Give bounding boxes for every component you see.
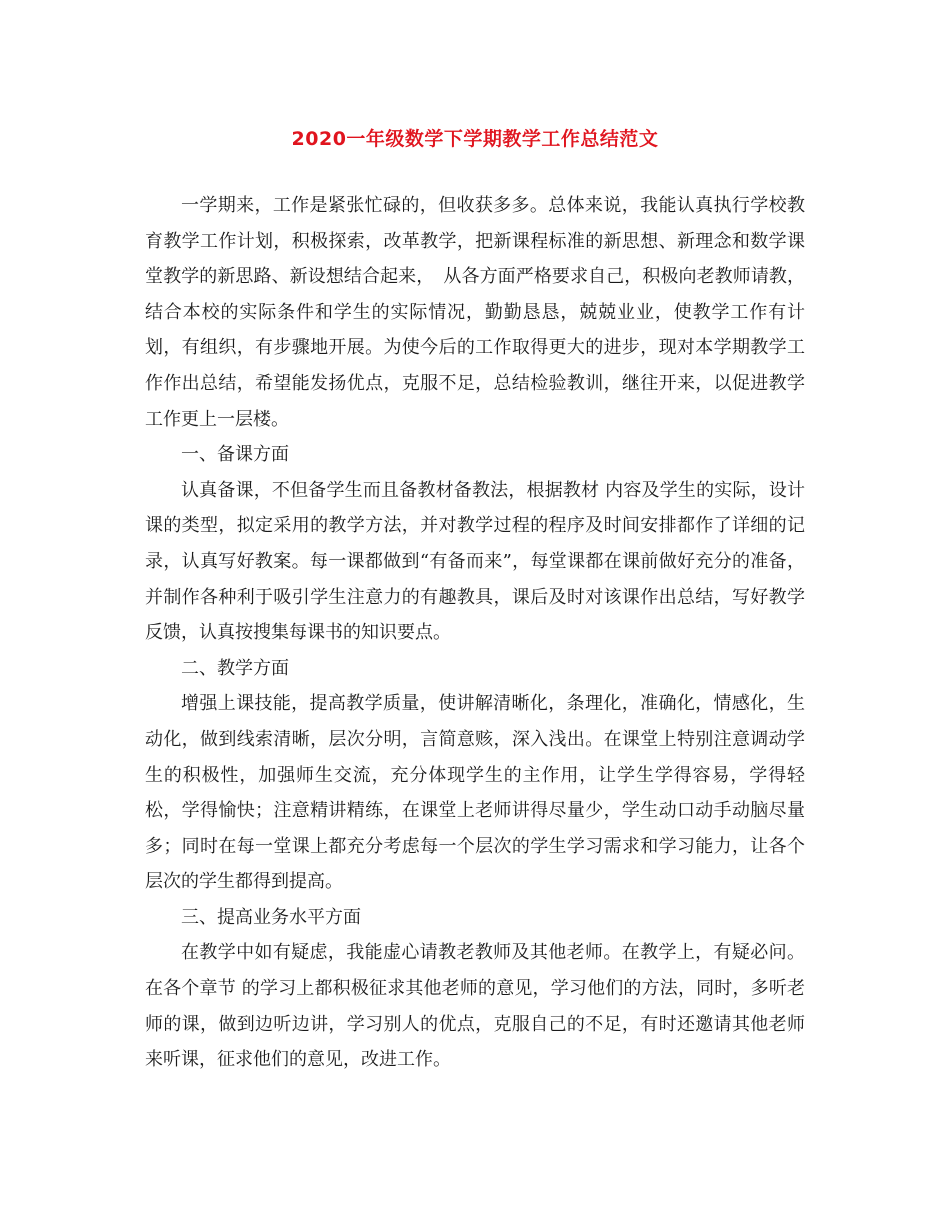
section-heading-lesson-prep: 一、备课方面 xyxy=(181,444,289,466)
section-heading-teaching: 二、教学方面 xyxy=(181,657,289,679)
teaching-paragraph: 增强上课技能，提高教学质量，使讲解清晰化，条理化，准确化，情感化，生动化，做到线索清晰，层次分明，言简意赅，深入浅出。在课堂上特别注意调动学生的积极性，加强师生交流，充分体现学生的主作用，让学生学得容易，学得轻松，学得愉快；注意精讲精练，在课堂上老师讲得尽量少，学生动口动手动脑尽量多；同时在每一堂课上都充分考虑每一个层次的学生学习需求和学习能力，让各个层次的学生都得到提高。 xyxy=(145,693,805,893)
document-title: 2020一年级数学下学期教学工作总结范文 xyxy=(291,128,659,150)
professional-level-paragraph: 在教学中如有疑虑，我能虚心请教老教师及其他老师。在教学上，有疑必问。在各个章节 的学习上都积极征求其他老师的意见，学习他们的方法，同时，多听老师的课，做到边听边讲，学习别人的优点，克服自己的不足，有时还邀请其他老师来听课，征求他们的意见，改进工作。 xyxy=(145,942,805,1071)
section-heading-professional-level: 三、提高业务水平方面 xyxy=(181,906,361,928)
document-body xyxy=(145,188,805,1078)
intro-paragraph: 一学期来，工作是紧张忙碌的，但收获多多。总体来说，我能认真执行学校教育教学工作计划，积极探索，改革教学，把新课程标准的新思想、新理念和数学课堂教学的新思路、新设想结合起来， 从各方面严格要求自己，积极向老教师请教，结合本校的实际条件和学生的实际情况，勤勤恳恳，兢兢业业，使教学工作有计划，有组织，有步骤地开展。为使今后的工作取得更大的进步，现对本学期教学工作作出总结，希望能发扬优点，克服不足，总结检验教训，继往开来，以促进教学工作更上一层楼。 xyxy=(145,195,805,430)
lesson-prep-paragraph: 认真备课，不但备学生而且备教材备教法，根据教材 内容及学生的实际，设计课的类型，拟定采用的教学方法，并对教学过程的程序及时间安排都作了详细的记录，认真写好教案。每一课都做到“有备而来”，每堂课都在课前做好充分的准备，并制作各种利于吸引学生注意力的有趣教具，课后及时对该课作出总结，写好教学反馈，认真按搜集每课书的知识要点。 xyxy=(145,479,805,644)
